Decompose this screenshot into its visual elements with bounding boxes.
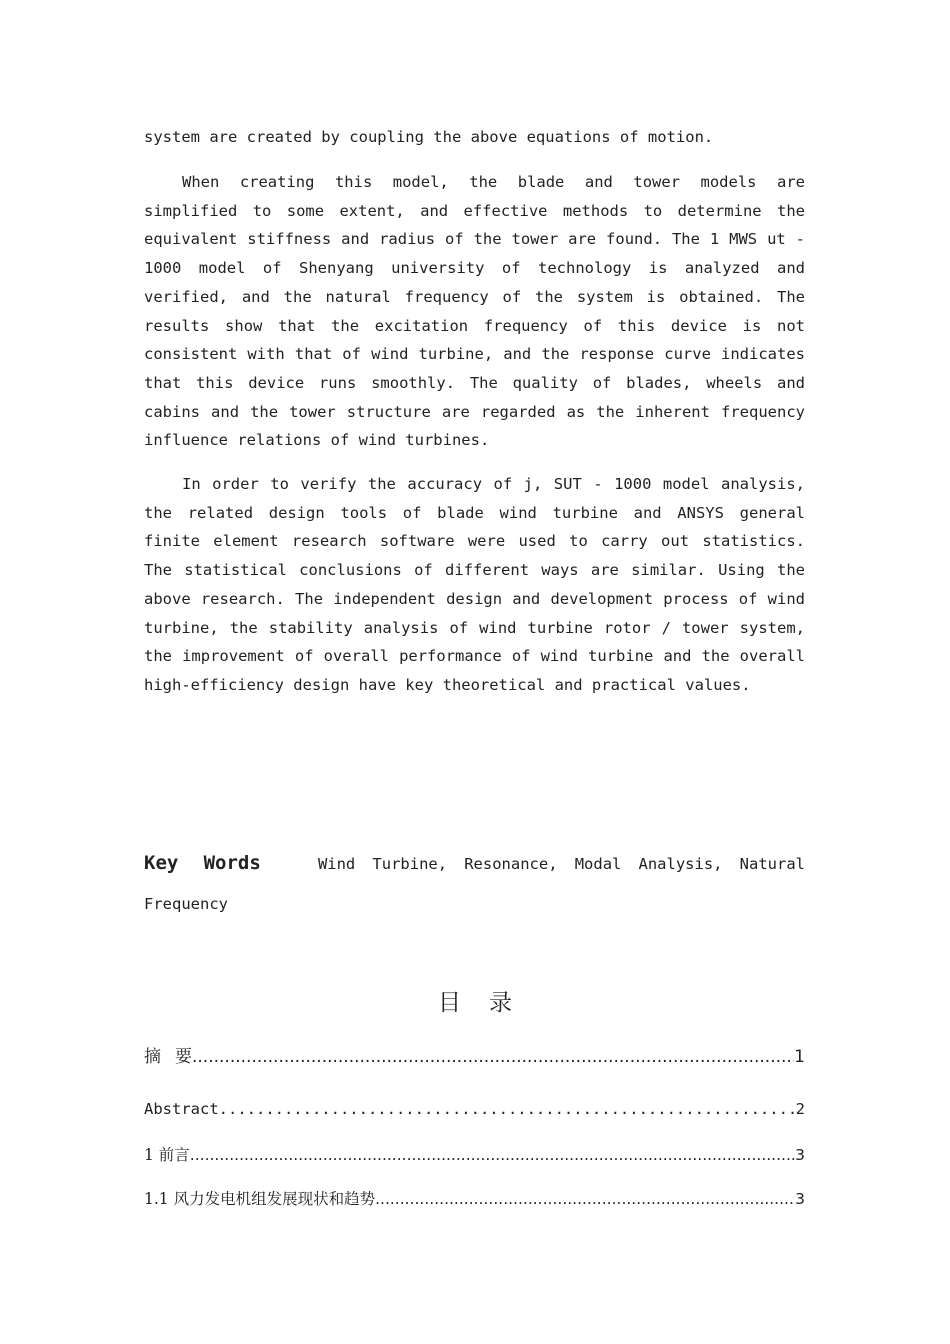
keywords-value: Wind Turbine, Resonance, Modal Analysis, Natural Frequency [144, 855, 805, 913]
abstract-paragraph-1: When creating this model, the blade and tower models are simplified to some extent, and effective methods to determine the equivalent stiffness and radius of the tower are found. The 1 MWS ut - 1000 model of Shenyang university of technology is analyzed and verified, and the natural frequency of the system is obtained. The results show that the excitation frequency of this device is not consistent with that of wind turbine, and the response curve indicates that this device runs smoothly. The quality of blades, wheels and cabins and the tower structure are regarded as the inherent frequency influence relations of wind turbines. [144, 173, 805, 450]
toc-entry[interactable] [144, 1042, 805, 1067]
toc-entry[interactable] [144, 1187, 805, 1209]
abstract-paragraph-2: In order to verify the accuracy of j, SUT - 1000 model analysis, the related design tools of blade wind turbine and ANSYS general finite element research software were used to carry out statistics. The statistical conclusions of different ways are similar. Using the above research. The independent design and development process of wind turbine, the stability analysis of wind turbine rotor / tower system, the improvement of overall performance of wind turbine and the overall high-efficiency design have key theoretical and practical values. [144, 475, 805, 694]
keywords-label: Key Words [144, 852, 261, 874]
toc-entry-label: 1.1 风力发电机组发展现状和趋势 [144, 1190, 376, 1208]
toc-leader-dots [375, 1190, 795, 1208]
toc-entry-page: 1 [794, 1047, 805, 1067]
toc-title: 目录 [438, 990, 540, 1016]
toc-entry-label: 1 前言 [144, 1146, 190, 1164]
toc-entry-page: 3 [795, 1146, 805, 1164]
abstract-continuation-line: system are created by coupling the above equations of motion. [144, 128, 714, 146]
toc-entry[interactable] [144, 1143, 805, 1165]
toc-leader-dots [219, 1100, 796, 1118]
toc-entry-page: 2 [795, 1100, 805, 1118]
toc-entry-page: 3 [795, 1190, 805, 1208]
toc-entry-label: 摘要 [144, 1047, 206, 1067]
toc-leader-dots [190, 1146, 795, 1164]
keywords-block [144, 843, 805, 924]
toc-entry[interactable] [144, 1100, 805, 1118]
toc-leader-dots [192, 1047, 794, 1067]
toc-entry-label: Abstract [144, 1100, 219, 1118]
